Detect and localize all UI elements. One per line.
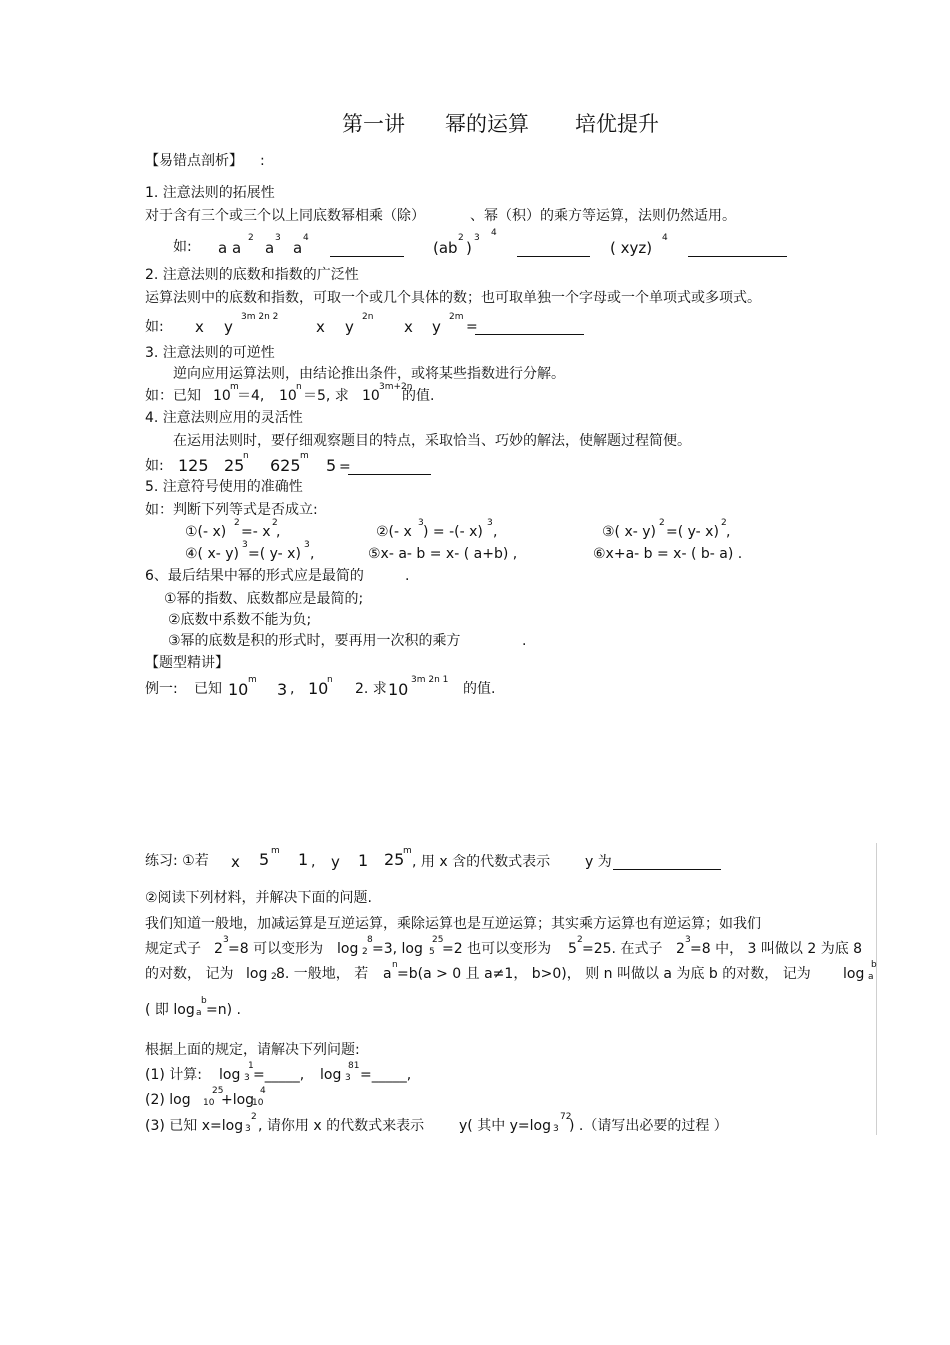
reading-question: ②阅读下列材料，并解决下面的问题. [145, 890, 373, 906]
problem-3-c-arg: 72 [560, 1112, 572, 1122]
section-6-rule-3-dot: . [522, 633, 527, 649]
s1-expr-1-exp-1: 2 [248, 233, 254, 243]
practice-exp-m-2: m [403, 846, 412, 856]
s5-item-3-rhs: =( y- x) [666, 524, 719, 540]
s1-expr-1-exp-3: 4 [303, 233, 309, 243]
reading-p3-log-2-base: a [868, 972, 874, 982]
problem-3-a: (3) 已知 x=log [145, 1118, 244, 1134]
page-title-part-2: 幂的运算 [445, 112, 529, 136]
section-1-text-2: 、幂（积）的乘方等运算，法则仍然适用。 [470, 208, 736, 224]
problem-2-log-2-base: 10 [252, 1098, 264, 1108]
section-5-heading: 5. 注意符号使用的准确性 [145, 479, 303, 495]
s5-item-6: ⑥x+a- b = x- ( b- a) . [593, 546, 743, 562]
problem-1-log-1: log [219, 1067, 241, 1083]
section-4-heading: 4. 注意法则应用的灵活性 [145, 410, 303, 426]
s3-exp-a: m [230, 382, 239, 392]
s1-expr-1-exp-2: 3 [275, 233, 281, 243]
s2-x-2: x [316, 318, 325, 336]
problem-1-label: (1) 计算: [145, 1067, 202, 1083]
practice-comma: , [311, 854, 316, 870]
section-6-rule-1: ①幂的指数、底数都应是最简的; [164, 591, 364, 607]
practice-y-tail: y 为 [585, 854, 612, 870]
reading-p3-log-2-arg: b [871, 960, 877, 970]
s5-item-1-exp: 2 [234, 518, 240, 528]
section-6-heading: 6、最后结果中幂的形式应是最简的 [145, 568, 364, 584]
s5-item-3-rhs-exp: 2 [721, 518, 727, 528]
section-2-text: 运算法则中的底数和指数，可取一个或几个具体的数；也可取单独一个字母或一个单项式或多项式。 [145, 290, 761, 306]
section-1-example-label: 如: [173, 239, 192, 255]
reading-p3-a: 的对数， 记为 [145, 966, 234, 982]
s2-y-1-exp: 3m 2n 2 [241, 312, 279, 322]
problem-3-b: , 请你用 x 的代数式来表示 [258, 1118, 425, 1134]
reading-p2-log-1-arg: 8 [367, 935, 373, 945]
example-1-value-2: 2. 求 [355, 681, 387, 697]
s4-number-25: 25 [224, 456, 245, 475]
reading-p3-c: 8. 一般地， 若 [276, 966, 369, 982]
s4-number-125: 125 [178, 456, 209, 475]
example-1-exp-m: m [248, 675, 257, 685]
s2-y-2-exp: 2n [362, 312, 374, 322]
practice-exp-m-1: m [271, 846, 280, 856]
problem-2-log-2: +log [221, 1092, 255, 1108]
s2-x-1: x [195, 318, 204, 336]
s3-base-b: 10 [279, 388, 297, 404]
problem-1-blank-1[interactable]: =_____, [253, 1067, 305, 1083]
s1-expr-2-exp-2: 3 [474, 233, 480, 243]
s5-item-1-comma: , [276, 524, 281, 540]
s1-answer-blank-3[interactable] [688, 256, 787, 257]
s1-expr-2: (ab [433, 239, 458, 257]
reading-p2-j: =8 中， 3 叫做以 2 为底 8 [690, 941, 863, 957]
reading-p4-b: =n) . [206, 1002, 241, 1018]
errors-heading-colon: : [260, 153, 265, 169]
reading-paragraph-1: 我们知道一般地，加减运算是互逆运算，乘除运算也是互逆运算；其实乘方运算也有逆运算；如我们 [145, 916, 761, 932]
s5-item-2-comma: , [493, 524, 498, 540]
reading-p2-h: =25. 在式子 [582, 941, 663, 957]
example-1-exp-n: n [327, 675, 333, 685]
s3-exp-b: n [296, 382, 302, 392]
reading-p2-i-exp: 3 [685, 935, 691, 945]
s2-answer-blank[interactable] [475, 334, 584, 335]
practice-one: 1 [298, 850, 309, 869]
reading-p3-log-2: log [843, 966, 865, 982]
s3-end: 的值. [402, 388, 435, 404]
page-title-part-1: 第一讲 [342, 112, 405, 136]
s5-item-2: ②(- x [376, 524, 412, 540]
s1-expr-2-exp-3: 4 [491, 228, 497, 238]
section-3-heading: 3. 注意法则的可逆性 [145, 345, 275, 361]
s5-item-1-rhs-exp: 2 [272, 518, 278, 528]
s5-item-4-exp: 3 [242, 540, 248, 550]
reading-p2-log-1: log [337, 941, 359, 957]
section-2-example-label: 如: [145, 319, 164, 335]
s3-example-intro: 如：已知 [145, 388, 201, 404]
s5-item-3: ③( x- y) [602, 524, 656, 540]
s2-y-3: y [432, 318, 441, 336]
s1-expr-1: a a [218, 239, 242, 257]
section-5-intro: 如：判断下列等式是否成立: [145, 502, 318, 518]
s5-item-1: ①(- x) [185, 524, 227, 540]
s5-item-3-comma: , [726, 524, 731, 540]
s3-exp-c: 3m+2n [379, 382, 413, 392]
problems-intro: 根据上面的规定，请解决下列问题: [145, 1042, 360, 1058]
problem-1-log-2-base: 3 [345, 1073, 351, 1083]
s5-item-3-exp: 2 [659, 518, 665, 528]
problem-2-log-1-arg: 25 [212, 1086, 224, 1096]
section-6-rule-2: ②底数中系数不能为负; [168, 612, 312, 628]
s5-item-4-comma: , [310, 546, 315, 562]
errors-heading: 【易错点剖析】 [145, 153, 243, 169]
s5-item-4-rhs: =( y- x) [248, 546, 301, 562]
problem-3-c: y( 其中 y=log [459, 1118, 552, 1134]
s2-y-3-exp: 2m [449, 312, 464, 322]
s4-exp-m: m [300, 451, 309, 461]
reading-p2-log-2-base: 5 [429, 947, 435, 957]
practice-x: x [231, 853, 240, 871]
s5-item-1-rhs: =- x [241, 524, 271, 540]
s5-item-2-exp: 3 [418, 518, 424, 528]
s4-number-5: 5 [326, 456, 337, 475]
right-margin-rule [876, 843, 877, 1135]
practice-answer-blank[interactable] [613, 869, 721, 870]
practice-one-2: 1 [358, 851, 369, 870]
section-2-heading: 2. 注意法则的底数和指数的广泛性 [145, 267, 359, 283]
s4-equals: = [339, 459, 351, 475]
s1-expr-3-exp: 4 [662, 233, 668, 243]
s4-example-label: 如: [145, 458, 164, 474]
reading-p4-a: ( 即 log [145, 1002, 195, 1018]
reading-p3-log: log [246, 966, 268, 982]
reading-p2-log-1-base: 2 [362, 947, 368, 957]
s1-expr-2-exp-1: 2 [458, 233, 464, 243]
s4-exp-n: n [243, 451, 249, 461]
problem-3-log-base: 3 [245, 1124, 251, 1134]
s1-answer-blank-2[interactable] [517, 256, 590, 257]
reading-p3-a-var: a [383, 966, 392, 982]
s2-y-1: y [224, 318, 233, 336]
s4-answer-blank[interactable] [348, 474, 431, 475]
example-1-base-b: 10 [308, 679, 329, 698]
reading-p4-arg: b [201, 996, 207, 1006]
s2-y-2: y [345, 318, 354, 336]
s1-expr-2-close: ) [466, 239, 472, 257]
problem-3-d: ) .（请写出必要的过程 ） [569, 1118, 728, 1134]
reading-p3-log-base: 2 [271, 972, 277, 982]
section-1-heading: 1. 注意法则的拓展性 [145, 185, 275, 201]
reading-p2-i: 2 [676, 941, 685, 957]
reading-p2-f: =2 也可以变形为 [442, 941, 552, 957]
problem-1-blank-2[interactable]: =_____, [360, 1067, 412, 1083]
problem-3-log-arg: 2 [251, 1112, 257, 1122]
reading-p2-log-2-arg: 25 [432, 935, 444, 945]
reading-p2-g: 5 [568, 941, 577, 957]
section-3-text: 逆向应用运算法则，由结论推出条件，或将某些指数进行分解。 [173, 366, 565, 382]
reading-p2-b: 2 [214, 941, 223, 957]
reading-p2-a: 规定式子 [145, 941, 201, 957]
problem-1-log-1-base: 3 [244, 1073, 250, 1083]
s3-eq-b: ＝5, 求 [303, 388, 349, 404]
example-1-base-a: 10 [228, 680, 249, 699]
reading-p2-e: =3, log [372, 941, 423, 957]
s2-equals: = [466, 319, 478, 335]
page-title-part-3: 培优提升 [575, 112, 659, 136]
problem-1-log-2: log [320, 1067, 342, 1083]
problem-3-c-base: 3 [553, 1124, 559, 1134]
practice-y: y [331, 853, 340, 871]
s1-answer-blank-1[interactable] [330, 256, 404, 257]
s2-x-3: x [404, 318, 413, 336]
practice-base-25: 25 [384, 850, 405, 869]
s1-expr-3: ( xyz) [610, 239, 653, 257]
s3-base-a: 10 [213, 388, 231, 404]
reading-p2-b-exp: 3 [223, 935, 229, 945]
types-heading: 【题型精讲】 [145, 655, 229, 671]
section-6-rule-3: ③幂的底数是积的形式时，要再用一次积的乘方 [168, 633, 461, 649]
example-1-end: 的值. [463, 681, 496, 697]
example-1-exp-c: 3m 2n 1 [411, 675, 449, 685]
problem-2-log-1: (2) log [145, 1092, 191, 1108]
example-1-value-3: 3 [277, 680, 288, 699]
s5-item-5: ⑤x- a- b = x- ( a+b) , [368, 546, 518, 562]
example-1-base-c: 10 [388, 680, 409, 699]
s1-expr-1-base-b: a [265, 239, 275, 257]
section-6-heading-dot: . [405, 568, 410, 584]
s5-item-2-rhs: ) = -(- x) [423, 524, 483, 540]
practice-base-5: 5 [259, 850, 270, 869]
section-1-text: 对于含有三个或三个以上同底数幂相乘（除） [145, 208, 425, 224]
problem-1-log-1-arg: 1 [248, 1061, 254, 1071]
practice-label: 练习: ①若 [145, 853, 209, 869]
example-1-comma: , [290, 681, 295, 697]
s5-item-4-rhs-exp: 3 [304, 540, 310, 550]
section-4-text: 在运用法则时，要仔细观察题目的特点，采取恰当、巧妙的解法，使解题过程简便。 [173, 433, 691, 449]
reading-p2-c: =8 可以变形为 [228, 941, 324, 957]
reading-p3-e: =b(a > 0 且 a≠1， b>0)， 则 n 叫做以 a 为底 b 的对数， 记为 [397, 966, 811, 982]
reading-p4-base: a [196, 1008, 202, 1018]
s3-base-c: 10 [362, 388, 380, 404]
reading-p2-g-exp: 2 [577, 935, 583, 945]
problem-2-log-1-base: 10 [203, 1098, 215, 1108]
example-1-known: 已知 [194, 681, 222, 697]
practice-tail: , 用 x 含的代数式表示 [412, 854, 551, 870]
s3-eq-a: ＝4, [237, 388, 265, 404]
s5-item-2-rhs-exp: 3 [487, 518, 493, 528]
example-1-label: 例一: [145, 681, 178, 697]
reading-p3-a-exp: n [392, 960, 398, 970]
problem-2-log-2-arg: 4 [260, 1086, 266, 1096]
s5-item-4: ④( x- y) [185, 546, 239, 562]
problem-1-log-2-arg: 81 [348, 1061, 360, 1071]
s4-number-625: 625 [270, 456, 301, 475]
s1-expr-1-base-c: a [293, 239, 303, 257]
